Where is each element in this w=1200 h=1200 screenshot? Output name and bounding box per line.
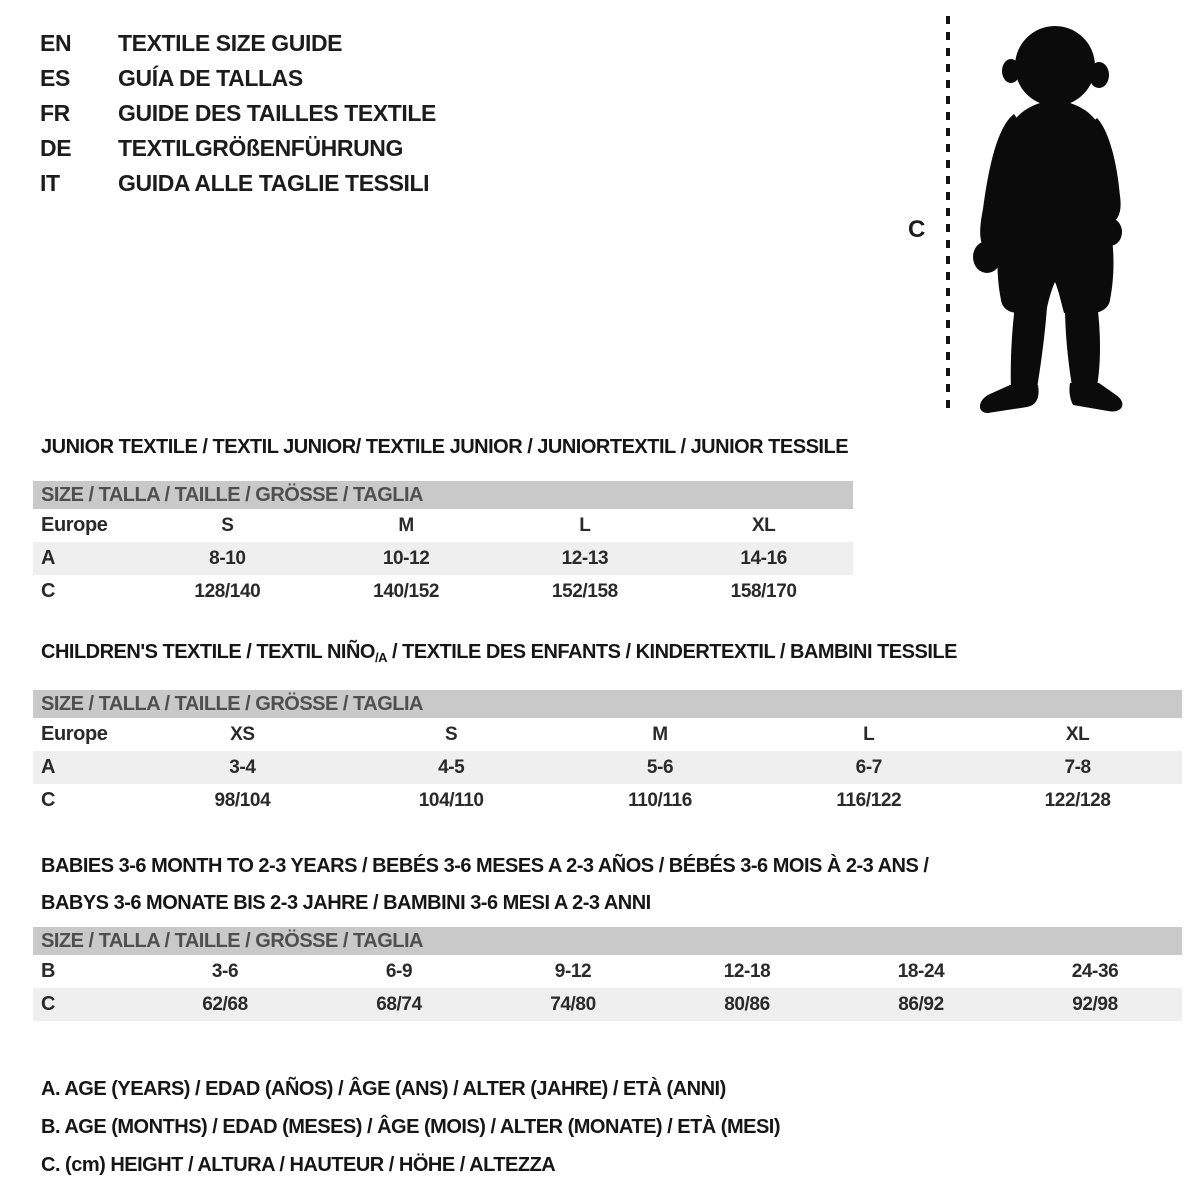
children-size-table [33, 690, 1182, 817]
junior-section-heading: JUNIOR TEXTILE / TEXTIL JUNIOR/ TEXTILE JUNIOR / JUNIORTEXTIL / JUNIOR TESSILE [41, 436, 849, 458]
table-cell: 104/110 [418, 790, 484, 811]
table-row [33, 718, 1182, 751]
measurement-legend [41, 1070, 780, 1184]
table-cell: 6-9 [385, 961, 413, 982]
table-cell: 18-24 [897, 961, 945, 982]
children-heading-sub: /A [374, 650, 387, 665]
table-row [33, 542, 853, 575]
table-cell: 5-6 [646, 757, 674, 778]
height-measure-label: C [908, 216, 926, 243]
row-label: A [41, 547, 56, 569]
language-row-en [40, 26, 436, 61]
toddler-silhouette-icon [958, 14, 1143, 416]
table-row [33, 988, 1182, 1021]
language-code: EN [40, 30, 72, 56]
table-cell: XL [751, 515, 776, 536]
language-row-es [40, 61, 436, 96]
table-cell: M [398, 515, 414, 536]
children-section-heading [41, 641, 957, 665]
babies-heading-line1: BABIES 3-6 MONTH TO 2-3 YEARS / BEBÉS 3-6 MESES A 2-3 AÑOS / BÉBÉS 3-6 MOIS À 2-3 ANS / [41, 855, 929, 877]
table-cell: 62/68 [202, 994, 248, 1015]
table-cell: S [221, 515, 234, 536]
language-row-fr [40, 96, 436, 131]
table-cell: XS [230, 724, 255, 745]
table-cell: 10-12 [382, 548, 430, 569]
table-cell: 116/122 [836, 790, 902, 811]
babies-heading-line2: BABYS 3-6 MONATE BIS 2-3 JAHRE / BAMBINI 3-6 MESI A 2-3 ANNI [41, 892, 651, 914]
language-row-de [40, 131, 436, 166]
table-cell: 86/92 [898, 994, 944, 1015]
table-row [33, 751, 1182, 784]
table-cell: 9-12 [554, 961, 592, 982]
table-row [33, 509, 853, 542]
row-label: A [41, 756, 56, 778]
table-cell: 110/116 [628, 790, 692, 811]
table-cell: 122/128 [1044, 790, 1111, 811]
guide-title: GUIDE DES TAILLES TEXTILE [118, 100, 436, 126]
children-heading-post: / TEXTILE DES ENFANTS / KINDERTEXTIL / BAMBINI TESSILE [386, 641, 957, 663]
table-cell: XL [1065, 724, 1090, 745]
guide-title: TEXTILE SIZE GUIDE [118, 30, 343, 56]
row-label: B [41, 960, 56, 982]
table-cell: 152/158 [551, 581, 618, 602]
guide-title: GUÍA DE TALLAS [118, 65, 303, 91]
table-cell: L [579, 515, 591, 536]
height-measure-dashed-line [946, 16, 950, 416]
table-cell: 12-18 [723, 961, 771, 982]
size-header-bar: SIZE / TALLA / TAILLE / GRÖSSE / TAGLIA [33, 690, 1182, 718]
table-cell: S [445, 724, 458, 745]
language-row-it [40, 166, 436, 201]
language-title-list [40, 26, 436, 201]
table-row [33, 955, 1182, 988]
table-cell: 8-10 [209, 548, 246, 569]
babies-size-table [33, 927, 1182, 1021]
size-header-bar: SIZE / TALLA / TAILLE / GRÖSSE / TAGLIA [33, 481, 853, 509]
row-label: Europe [41, 514, 108, 536]
babies-section-heading [41, 848, 928, 922]
table-cell: 24-36 [1071, 961, 1119, 982]
row-label: C [41, 789, 56, 811]
table-cell: M [652, 724, 668, 745]
table-cell: 3-6 [211, 961, 239, 982]
table-row [33, 575, 853, 608]
legend-line-a: A. AGE (YEARS) / EDAD (AÑOS) / ÂGE (ANS) / ALTER (JAHRE) / ETÀ (ANNI) [41, 1078, 726, 1100]
table-cell: 12-13 [561, 548, 609, 569]
guide-title: TEXTILGRÖßENFÜHRUNG [118, 135, 403, 161]
junior-size-table [33, 481, 853, 608]
row-label: Europe [41, 723, 108, 745]
row-label: C [41, 993, 56, 1015]
table-cell: 6-7 [855, 757, 882, 778]
table-cell: 158/170 [730, 581, 797, 602]
language-code: ES [40, 65, 70, 91]
table-cell: 68/74 [376, 994, 422, 1015]
table-cell: 140/152 [373, 581, 440, 602]
table-cell: 4-5 [438, 757, 465, 778]
legend-line-c: C. (cm) HEIGHT / ALTURA / HAUTEUR / HÖHE / ALTEZZA [41, 1154, 556, 1176]
table-cell: 7-8 [1064, 757, 1091, 778]
table-cell: 14-16 [740, 548, 787, 569]
legend-line-b: B. AGE (MONTHS) / EDAD (MESES) / ÂGE (MOIS) / ALTER (MONATE) / ETÀ (MESI) [41, 1116, 781, 1138]
language-code: IT [40, 170, 60, 196]
guide-title: GUIDA ALLE TAGLIE TESSILI [118, 170, 430, 196]
table-cell: 92/98 [1072, 994, 1118, 1015]
row-label: C [41, 580, 56, 602]
language-code: DE [40, 135, 72, 161]
table-row [33, 784, 1182, 817]
table-cell: 98/104 [214, 790, 271, 811]
table-cell: 3-4 [229, 757, 256, 778]
table-cell: 74/80 [550, 994, 596, 1015]
table-cell: L [863, 724, 875, 745]
language-code: FR [40, 100, 70, 126]
size-header-bar: SIZE / TALLA / TAILLE / GRÖSSE / TAGLIA [33, 927, 1182, 955]
children-heading-pre: CHILDREN'S TEXTILE / TEXTIL NIÑO [41, 641, 375, 663]
table-cell: 128/140 [194, 581, 261, 602]
table-cell: 80/86 [724, 994, 770, 1015]
